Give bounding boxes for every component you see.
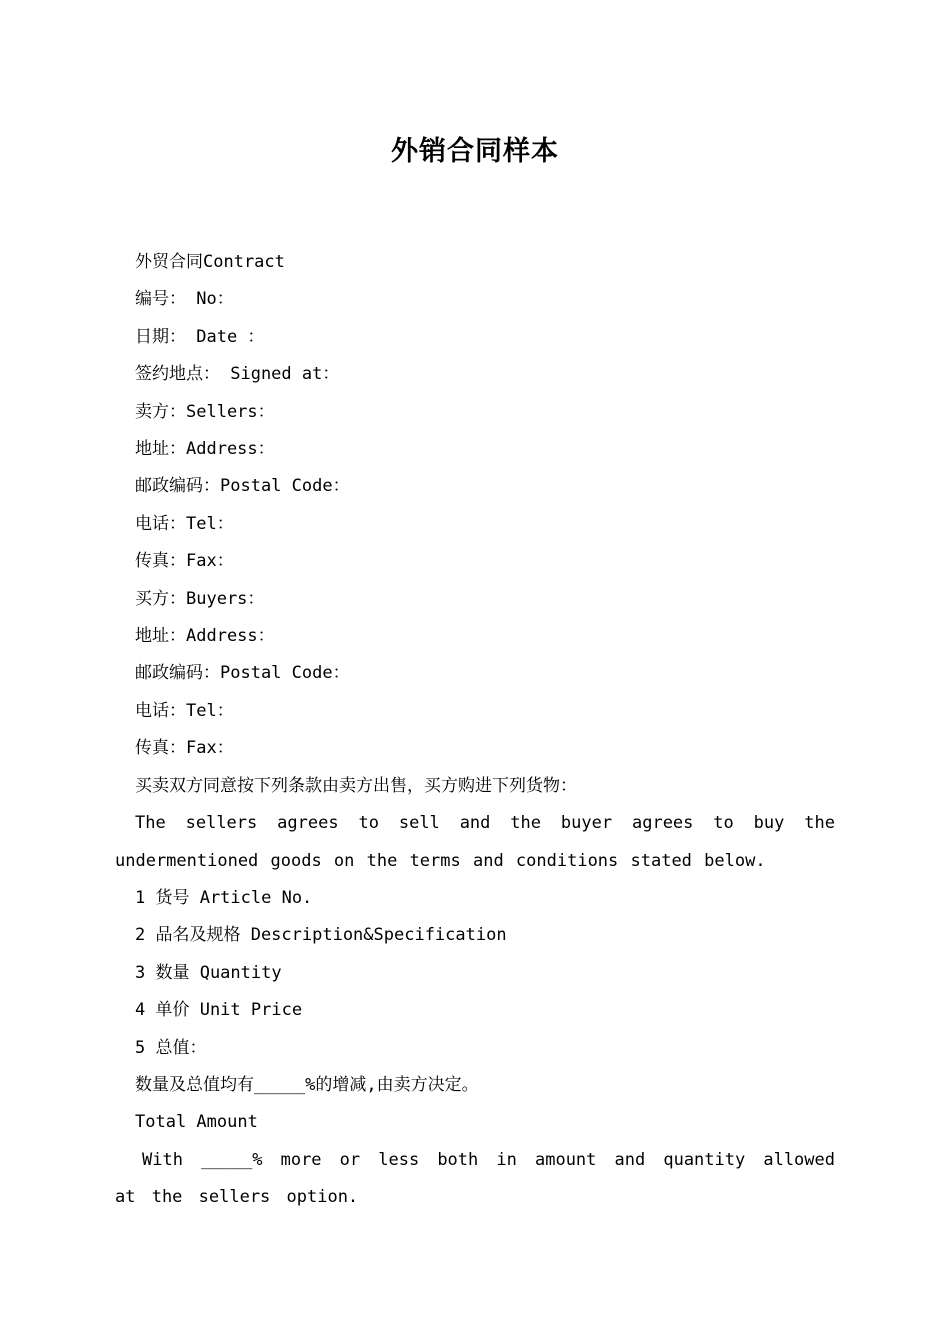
quantity-item: 3 数量 Quantity	[135, 962, 282, 983]
contract-heading: 外贸合同Contract	[135, 252, 285, 272]
buyers-fax-field: 传真：Fax：	[135, 738, 234, 759]
buyers-tel-field: 电话：Tel：	[135, 700, 234, 721]
tolerance-statement-cn: 数量及总值均有_____%的增减,由卖方决定。	[135, 1074, 479, 1095]
contract-number-field: 编号： No：	[135, 289, 234, 310]
total-amount-label: Total Amount	[135, 1112, 258, 1133]
article-number-item: 1 货号 Article No.	[135, 887, 313, 908]
sellers-address-field: 地址：Address：	[135, 439, 275, 460]
sellers-tel-field: 电话：Tel：	[135, 513, 234, 534]
sellers-postal-code-field: 邮政编码：Postal Code：	[135, 476, 350, 497]
sellers-fax-field: 传真：Fax：	[135, 551, 234, 572]
buyers-postal-code-field: 邮政编码：Postal Code：	[135, 663, 350, 684]
unit-price-item: 4 单价 Unit Price	[135, 1000, 303, 1021]
description-item: 2 品名及规格 Description&Specification	[135, 925, 507, 946]
buyers-address-field: 地址：Address：	[135, 626, 275, 647]
contract-date-field: 日期： Date ：	[135, 326, 265, 347]
contract-body	[115, 244, 835, 1217]
document-title: 外销合同样本	[391, 136, 559, 167]
sellers-field: 卖方：Sellers：	[135, 401, 275, 422]
buyers-field: 买方：Buyers：	[135, 588, 265, 609]
agreement-statement-cn: 买卖双方同意按下列条款由卖方出售，买方购进下列货物：	[135, 775, 577, 796]
agreement-statement-en: The sellers agrees to sell and the buyer agrees to buy the undermentioned goods on the terms and conditions stated below.	[115, 813, 835, 871]
signed-at-field: 签约地点： Signed at：	[135, 364, 340, 385]
tolerance-statement-en: With _____% more or less both in amount and quantity allowed at the sellers option.	[115, 1149, 835, 1208]
total-value-item: 5 总值：	[135, 1037, 207, 1058]
